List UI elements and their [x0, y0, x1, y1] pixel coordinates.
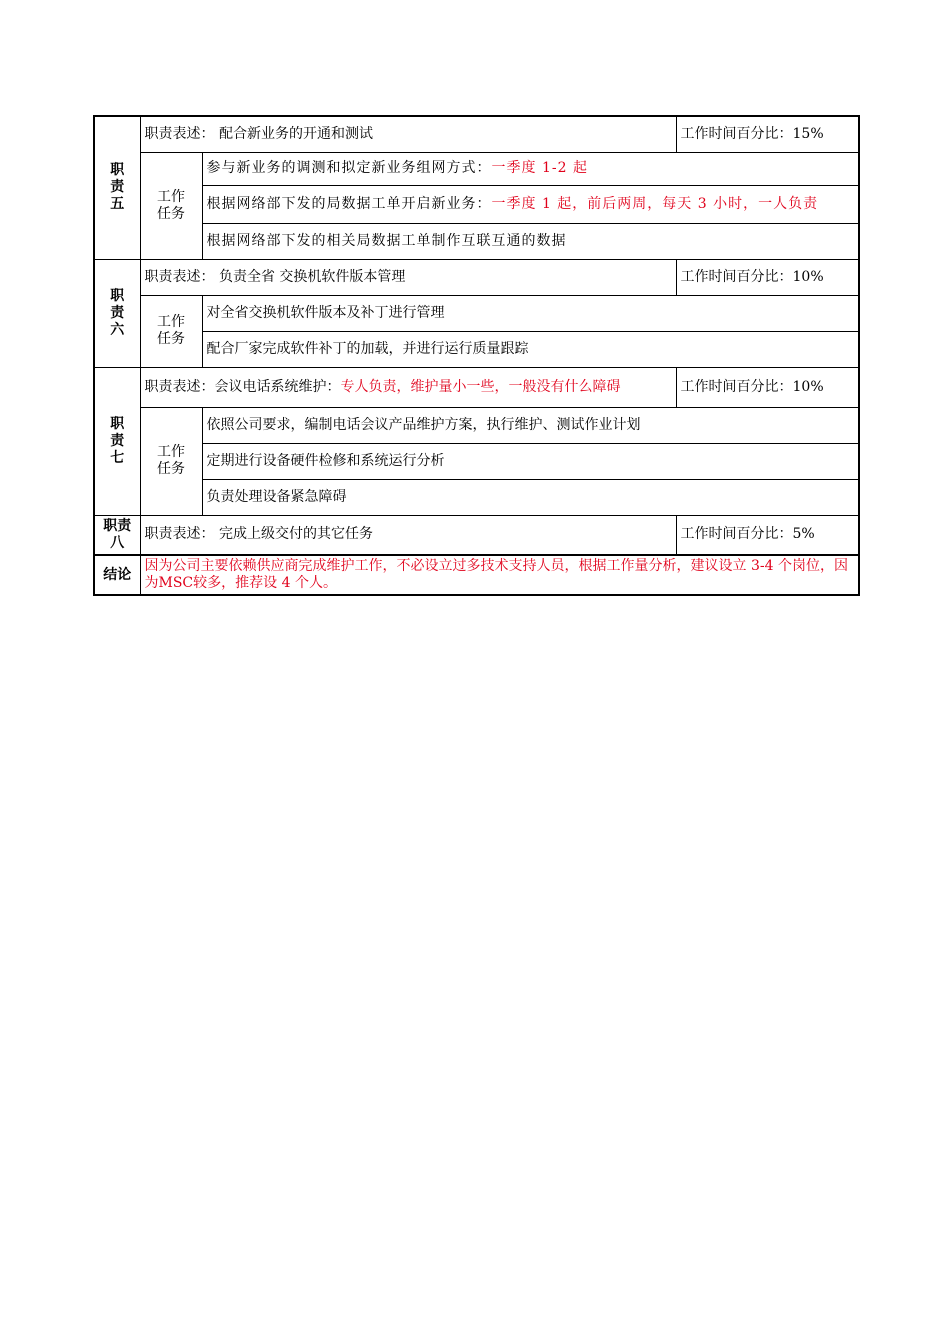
duty7-title: 职 责 七 [94, 367, 140, 515]
duty-table-sheet [93, 115, 858, 596]
duty6-task-1: 对全省交换机软件版本及补丁进行管理 [202, 295, 859, 331]
duty6-task-label: 工作 任务 [140, 295, 202, 367]
duty6-title: 职 责 六 [94, 259, 140, 367]
duty5-task-label: 工作 任务 [140, 152, 202, 259]
duty6-task-row [94, 331, 859, 367]
duty7-task-2: 定期进行设备硬件检修和系统运行分析 [202, 443, 859, 479]
duty5-task-3: 根据网络部下发的相关局数据工单制作互联互通的数据 [202, 223, 859, 259]
duty7-task-label: 工作 任务 [140, 407, 202, 515]
duty5-task-row [94, 152, 859, 185]
duty7-desc-row [94, 367, 859, 407]
duty5-title: 职 责 五 [94, 116, 140, 259]
duty-table [93, 115, 860, 596]
conclusion-text: 因为公司主要依赖供应商完成维护工作，不必设立过多技术支持人员，根据工作量分析，建议设立 3-4 个岗位，因为MSC较多，推荐设 4 个人。 [140, 555, 859, 595]
duty6-time-percent: 工作时间百分比：10% [676, 259, 859, 295]
duty5-task-row [94, 185, 859, 223]
duty7-description: 职责表述：会议电话系统维护：专人负责，维护量小一些，一般没有什么障碍 [140, 367, 676, 407]
conclusion-row [94, 555, 859, 595]
duty8-desc-row [94, 515, 859, 555]
conclusion-label: 结论 [94, 555, 140, 595]
duty7-time-percent: 工作时间百分比：10% [676, 367, 859, 407]
duty6-desc-row [94, 259, 859, 295]
duty6-task-row [94, 295, 859, 331]
duty5-task-1: 参与新业务的调测和拟定新业务组网方式：一季度 1-2 起 [202, 152, 859, 185]
duty5-description: 职责表述： 配合新业务的开通和测试 [140, 116, 676, 152]
duty8-time-percent: 工作时间百分比：5% [676, 515, 859, 555]
duty7-task-1: 依照公司要求，编制电话会议产品维护方案，执行维护、测试作业计划 [202, 407, 859, 443]
duty6-description: 职责表述： 负责全省 交换机软件版本管理 [140, 259, 676, 295]
duty8-title: 职责 八 [94, 515, 140, 555]
duty7-task-row [94, 443, 859, 479]
duty8-description: 职责表述： 完成上级交付的其它任务 [140, 515, 676, 555]
duty5-time-percent: 工作时间百分比：15% [676, 116, 859, 152]
duty5-task-2: 根据网络部下发的局数据工单开启新业务：一季度 1 起，前后两周，每天 3 小时，一人负责 [202, 185, 859, 223]
duty5-task-row [94, 223, 859, 259]
duty7-task-row [94, 479, 859, 515]
duty7-task-row [94, 407, 859, 443]
duty7-task-3: 负责处理设备紧急障碍 [202, 479, 859, 515]
duty5-desc-row [94, 116, 859, 152]
duty6-task-2: 配合厂家完成软件补丁的加载，并进行运行质量跟踪 [202, 331, 859, 367]
